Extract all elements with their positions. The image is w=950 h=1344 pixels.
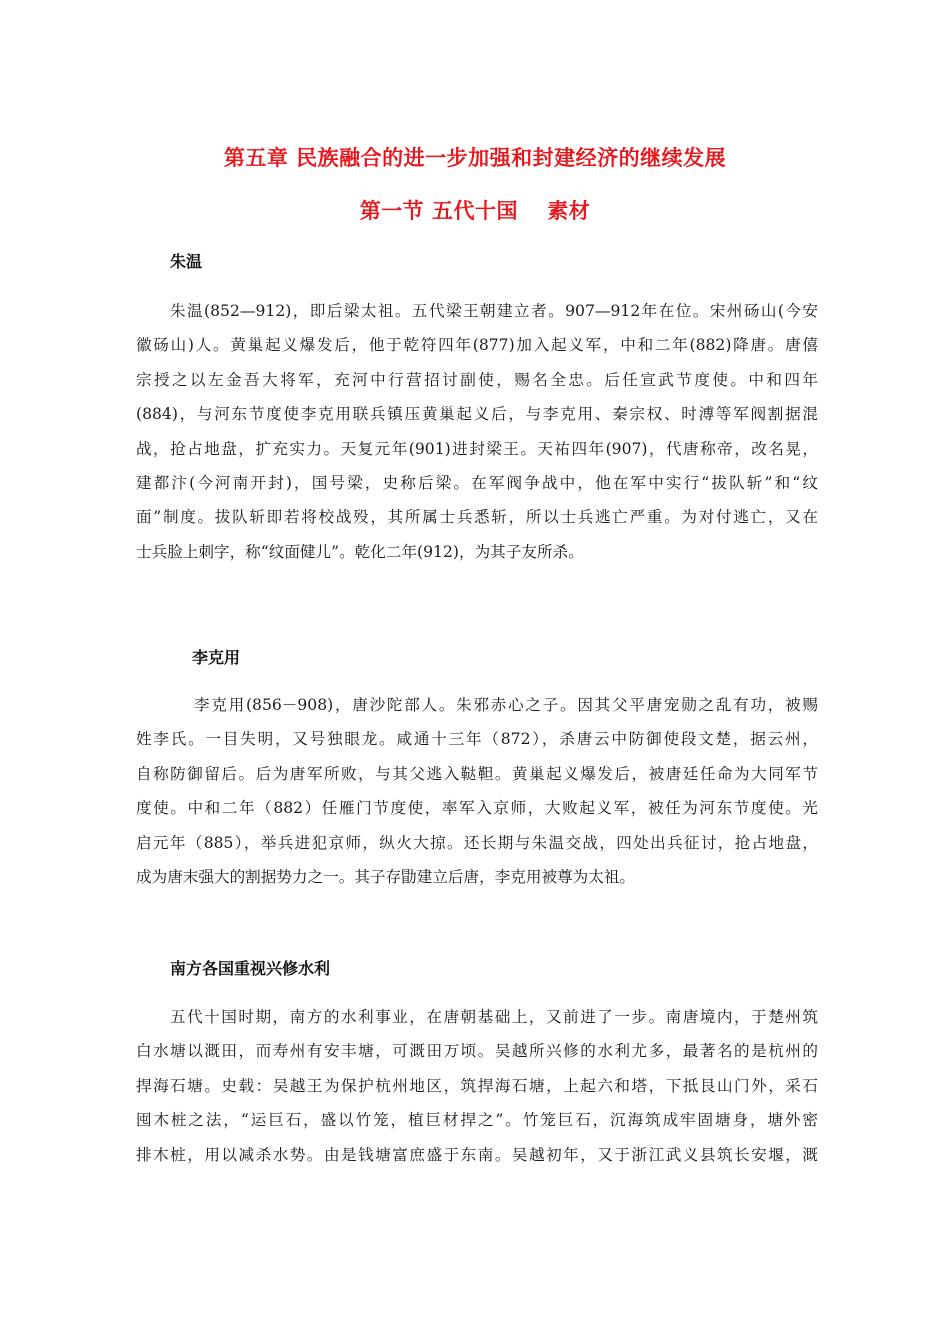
chapter-title: 第五章 民族融合的进一步加强和封建经济的继续发展 xyxy=(223,146,727,170)
text-line: (884)，与河东节度使李克用联兵镇压黄巢起义后，与李克用、秦宗权、时溥等军阀割据混 xyxy=(136,405,818,424)
text-line: 度使。中和二年（882）任雁门节度使，率军入京师，大败起义军，被任为河东节度使。光 xyxy=(136,799,818,818)
text-line: 囤木桩之法，“运巨石，盛以竹笼，植巨材捍之”。竹笼巨石，沉海筑成牢固塘身，塘外密 xyxy=(136,1111,818,1130)
text-line: 成为唐末强大的割据势力之一。其子存勖建立后唐，李克用被尊为太祖。 xyxy=(136,868,636,887)
text-line: 士兵脸上刺字，称“纹面健儿”。乾化二年(912)，为其子友所杀。 xyxy=(136,542,584,561)
section-heading-li-keyong: 李克用 xyxy=(192,648,241,667)
paragraph-water-works xyxy=(136,1000,818,1172)
text-line: 朱温(852—912)，即后梁太祖。五代梁王朝建立者。907—912年在位。宋州砀山(今安 xyxy=(170,302,818,320)
section-heading-zhu-wen: 朱温 xyxy=(170,252,203,271)
text-line: 李克用(856－908)，唐沙陀部人。朱邪赤心之子。因其父平唐宠勋之乱有功，被赐 xyxy=(194,696,818,714)
section-title: 第一节 五代十国 素材 xyxy=(359,199,591,223)
paragraph-zhu-wen xyxy=(136,294,818,569)
text-line: 姓李氏。一目失明，又号独眼龙。咸通十三年（872），杀唐云中防御使段文楚，据云州， xyxy=(136,730,818,749)
text-line: 白水塘以溉田，而寿州有安丰塘，可溉田万顷。吴越所兴修的水利尤多，最著名的是杭州的 xyxy=(136,1042,818,1061)
text-line: 排木桩，用以减杀水势。由是钱塘富庶盛于东南。吴越初年，又于浙江武义县筑长安堰，溉 xyxy=(136,1145,818,1164)
text-line: 捍海石塘。史载：吴越王为保护杭州地区，筑捍海石塘，上起六和塔，下抵艮山门外，采石 xyxy=(136,1076,818,1095)
paragraph-li-keyong xyxy=(136,688,818,894)
text-line: 面”制度。拔队斩即若将校战殁，其所属士兵悉斩，所以士兵逃亡严重。为对付逃亡，又在 xyxy=(136,508,818,527)
text-line: 战，抢占地盘，扩充实力。天复元年(901)进封梁王。天祐四年(907)，代唐称帝，改名晃， xyxy=(136,439,818,458)
text-line: 宗授之以左金吾大将军，充河中行营招讨副使，赐名全忠。后任宣武节度使。中和四年 xyxy=(136,370,818,389)
text-line: 徽砀山)人。黄巢起义爆发后，他于乾符四年(877)加入起义军，中和二年(882)降唐。唐僖 xyxy=(136,336,818,355)
section-heading-water-works: 南方各国重视兴修水利 xyxy=(170,959,331,978)
text-line: 五代十国时期，南方的水利事业，在唐朝基础上，又前进了一步。南唐境内，于楚州筑 xyxy=(170,1008,818,1026)
text-line: 启元年（885），举兵进犯京师，纵火大掠。还长期与朱温交战，四处出兵征讨，抢占地盘， xyxy=(136,833,818,852)
text-line: 自称防御留后。后为唐军所败，与其父逃入鞑靼。黄巢起义爆发后，被唐廷任命为大同军节 xyxy=(136,764,818,783)
text-line: 建都汴(今河南开封)，国号梁，史称后梁。在军阀争战中，他在军中实行“拔队斩”和“纹 xyxy=(136,474,818,493)
